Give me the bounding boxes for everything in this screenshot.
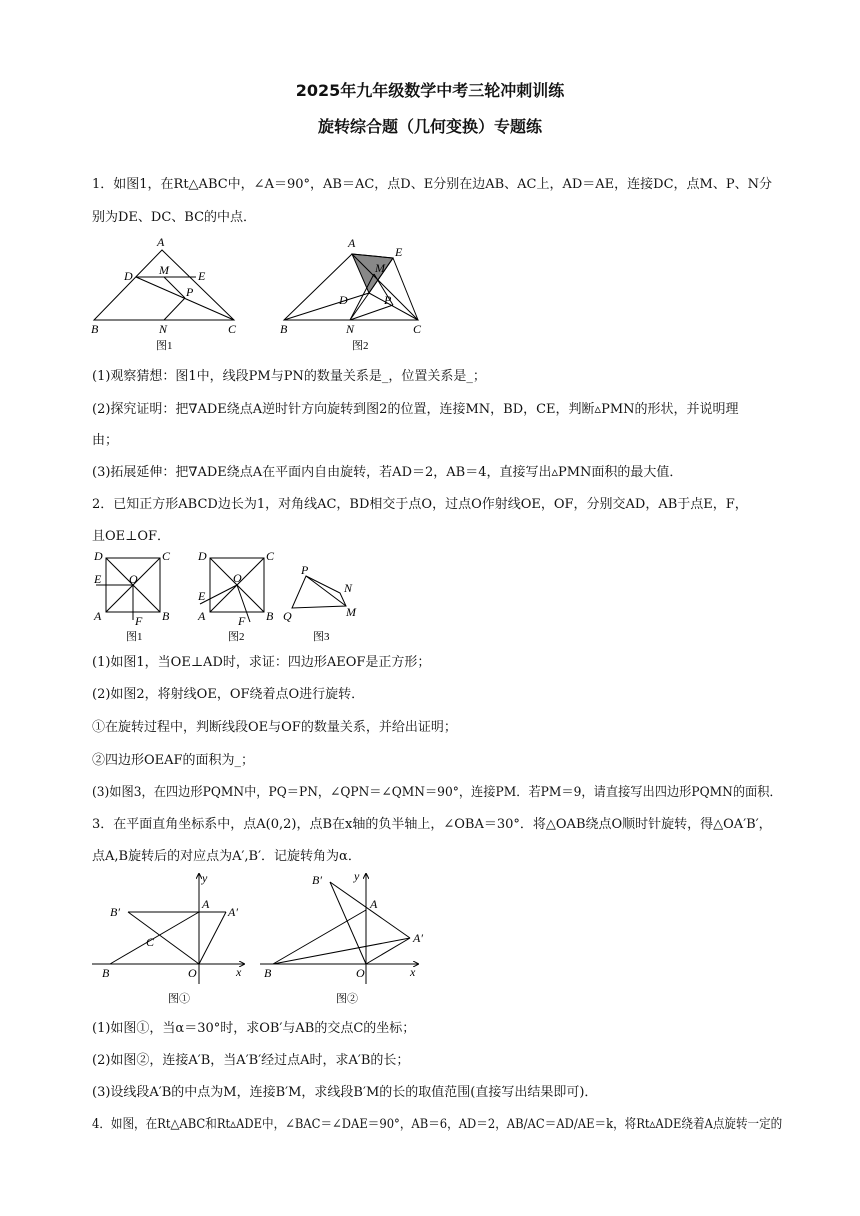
document-title: 2025年九年级数学中考三轮冲刺训练 bbox=[295, 81, 565, 100]
p1-fig2-label-B: B bbox=[280, 322, 288, 336]
problem-3-figures bbox=[88, 868, 428, 1008]
problem-2-q2-1: ①在旋转过程中，判断线段OE与OF的数量关系，并给出证明； bbox=[92, 720, 457, 735]
problem-1-line-1: 1．如图1，在Rt△ABC中，∠A＝90°，AB＝AC，点D、E分别在边AB、AC上，AD＝AE，连接DC，点M、P、N分 bbox=[92, 177, 772, 192]
problem-4-line-1: 4．如图，在Rt△ABC和Rt▵ADE中，∠BAC＝∠DAE＝90°，AB＝6，AD＝2，AB/AC＝AD/AE＝k，将Rt▵ADE绕着A点旋转一定的 bbox=[92, 1117, 783, 1132]
p1-fig1-label-B: B bbox=[91, 322, 99, 336]
p2-fig2-caption: 图2 bbox=[228, 631, 245, 643]
p1-fig2-label-M: M bbox=[375, 261, 385, 275]
p3-fig1-label-Bprime: B′ bbox=[110, 905, 120, 919]
p2-fig1-label-O: O bbox=[129, 572, 138, 586]
p2-fig3-label-P: P bbox=[301, 563, 309, 577]
p3-fig1-label-O: O bbox=[188, 966, 197, 980]
problem-1-q2-cont: 由； bbox=[92, 433, 119, 448]
p1-fig2-caption: 图2 bbox=[352, 340, 369, 352]
p2-fig1-label-A: A bbox=[94, 609, 102, 623]
p1-fig2-label-P: P bbox=[384, 293, 392, 307]
problem-1-figures bbox=[88, 232, 422, 357]
problem-1-figure-1 bbox=[94, 250, 234, 320]
problem-3-q1: (1)如图①，当α＝30°时，求OB′与AB的交点C的坐标； bbox=[92, 1021, 416, 1036]
p3-fig1-label-Aprime: A′ bbox=[228, 905, 238, 919]
p3-fig2-label-Aprime: A′ bbox=[413, 931, 423, 945]
p2-fig3-caption: 图3 bbox=[313, 631, 330, 643]
p1-fig2-label-C: C bbox=[413, 322, 422, 336]
p2-fig3-label-N: N bbox=[344, 581, 353, 595]
p2-fig1-label-F: F bbox=[135, 614, 143, 628]
problem-2-line-2: 且OE⊥OF． bbox=[92, 529, 171, 544]
problem-2-line-1: 2．已知正方形ABCD边长为1，对角线AC，BD相交于点O，过点O作射线OE，OF，分别交AD，AB于点E，F， bbox=[92, 497, 748, 512]
p2-fig3-label-M: M bbox=[346, 605, 356, 619]
p2-fig2-label-F: F bbox=[238, 614, 246, 628]
problem-2-q2-2: ②四边形OEAF的面积为_； bbox=[92, 753, 255, 768]
p2-fig2-label-A: A bbox=[198, 609, 206, 623]
problem-3-q2: (2)如图②，连接A′B，当A′B′经过点A时，求A′B的长； bbox=[92, 1053, 410, 1068]
p3-fig1-label-y: y bbox=[202, 871, 208, 885]
problem-2-figures bbox=[88, 548, 378, 648]
problem-3-figure-2 bbox=[260, 874, 418, 984]
p2-fig2-label-E: E bbox=[198, 589, 206, 603]
p3-fig2-label-y: y bbox=[354, 869, 360, 883]
p3-fig1-label-B: B bbox=[102, 966, 110, 980]
p3-fig1-label-C: C bbox=[146, 935, 155, 949]
p3-fig1-label-x: x bbox=[236, 965, 242, 979]
p3-fig2-label-O: O bbox=[356, 966, 365, 980]
p1-fig2-label-E: E bbox=[395, 245, 403, 259]
problem-3-line-2: 点A,B旋转后的对应点为A′,B′．记旋转角为α． bbox=[92, 849, 361, 864]
p3-fig2-label-B: B bbox=[264, 966, 272, 980]
p1-fig1-caption: 图1 bbox=[156, 340, 173, 352]
problem-2-q3: (3)如图3，在四边形PQMN中，PQ＝PN，∠QPN＝∠QMN＝90°，连接PM．若PM＝9，请直接写出四边形PQMN的面积． bbox=[92, 785, 782, 800]
problem-3-q3: (3)设线段A′B的中点为M，连接B′M，求线段B′M的长的取值范围(直接写出结果即可)． bbox=[92, 1085, 598, 1100]
p2-fig1-caption: 图1 bbox=[126, 631, 143, 643]
problem-3-figure-1 bbox=[92, 874, 244, 984]
p1-fig1-label-A: A bbox=[157, 235, 165, 249]
p2-fig1-label-D: D bbox=[94, 549, 103, 563]
p3-fig2-caption: 图② bbox=[336, 993, 358, 1005]
problem-1-line-2: 别为DE、DC、BC的中点． bbox=[92, 210, 257, 225]
p3-fig2-label-Bprime: B′ bbox=[312, 873, 322, 887]
p2-fig1-label-B: B bbox=[162, 609, 170, 623]
problem-1-q3: (3)拓展延伸：把∇ADE绕点A在平面内自由旋转，若AD＝2，AB＝4，直接写出▵PMN面积的最大值． bbox=[92, 465, 683, 480]
problem-2-q1: (1)如图1，当OE⊥AD时，求证：四边形AEOF是正方形； bbox=[92, 655, 431, 670]
p1-fig1-label-P: P bbox=[186, 285, 194, 299]
p2-fig2-label-C: C bbox=[266, 549, 275, 563]
p1-fig1-label-C: C bbox=[228, 322, 237, 336]
p2-fig1-label-E: E bbox=[94, 572, 102, 586]
p2-fig2-label-O: O bbox=[233, 571, 242, 585]
problem-2-q2: (2)如图2，将射线OE，OF绕着点O进行旋转． bbox=[92, 687, 365, 702]
p3-fig2-label-A: A bbox=[370, 897, 378, 911]
p3-fig1-caption: 图① bbox=[168, 993, 190, 1005]
p1-fig1-label-N: N bbox=[159, 322, 168, 336]
p1-fig2-label-D: D bbox=[339, 293, 348, 307]
problem-1-figure-2 bbox=[284, 254, 418, 320]
problem-1-q1: (1)观察猜想：图1中，线段PM与PN的数量关系是_，位置关系是_； bbox=[92, 369, 486, 384]
problem-3-line-1: 3．在平面直角坐标系中，点A(0,2)，点B在x轴的负半轴上，∠OBA＝30°．将△OAB绕点O顺时针旋转，得△OA′B′， bbox=[92, 817, 772, 832]
p1-fig2-label-A: A bbox=[348, 236, 356, 250]
p2-fig2-label-B: B bbox=[266, 609, 274, 623]
p1-fig1-label-E: E bbox=[198, 269, 206, 283]
problem-2-figure-1 bbox=[96, 558, 160, 620]
p1-fig1-label-M: M bbox=[159, 263, 169, 277]
p2-fig2-label-D: D bbox=[198, 549, 207, 563]
p2-fig1-label-C: C bbox=[162, 549, 171, 563]
problem-2-figure-2 bbox=[200, 558, 264, 622]
document-subtitle: 旋转综合题（几何变换）专题练 bbox=[317, 117, 542, 136]
p2-fig3-label-Q: Q bbox=[283, 609, 292, 623]
p1-fig1-label-D: D bbox=[124, 269, 133, 283]
problem-1-q2: (2)探究证明：把∇ADE绕点A逆时针方向旋转到图2的位置，连接MN，BD，CE，判断▵PMN的形状，并说明理 bbox=[92, 402, 739, 417]
p3-fig1-label-A: A bbox=[202, 897, 210, 911]
p1-fig2-label-N: N bbox=[346, 322, 355, 336]
problem-2-figure-3 bbox=[292, 576, 346, 608]
p3-fig2-label-x: x bbox=[410, 965, 416, 979]
